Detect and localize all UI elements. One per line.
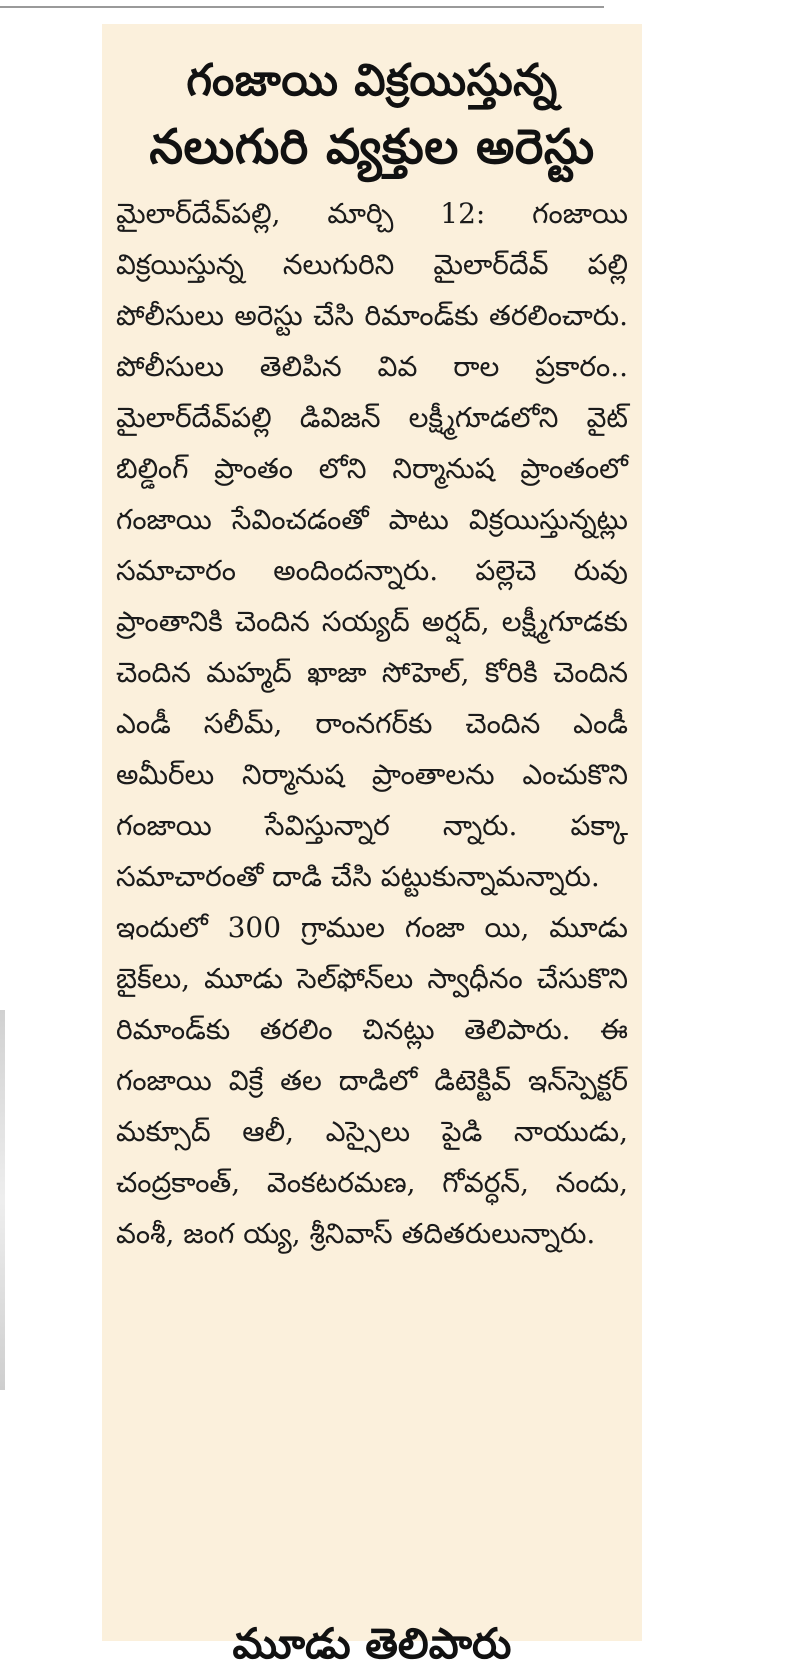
headline-line-2: నలుగురి వ్యక్తుల అరెస్టు: [149, 119, 595, 175]
article-paragraph-2: ఇందులో 300 గ్రాముల గంజా యి, మూడు బైక్‌లు, మూడు సెల్‌ఫోన్‌లు స్వాధీనం చేసుకొని రిమాండ్‌కు తరలిం చినట్లు తెలిపారు. ఈ గంజాయి విక్రే తల దాడిలో డిటెక్టివ్ ఇన్‌స్పెక్టర్ మక్సూద్ ఆలీ, ఎస్సైలు పైడి నాయుడు, చంద్రకాంత్, వెంకటరమణ, గోవర్ధన్, నందు, వంశీ, జంగ య్య, శ్రీనివాస్ తదితరులున్నారు.: [116, 911, 628, 1250]
article-headline: [116, 48, 628, 180]
next-article-headline-partial: మూడు తెలిపారు: [232, 1619, 512, 1668]
adjacent-column-fragment: [0, 1010, 5, 1390]
headline-line-1: గంజాయి విక్రయిస్తున్న: [186, 55, 558, 106]
news-article-clipping: [102, 24, 642, 1668]
top-divider-rule: [0, 0, 604, 8]
article-body: [116, 188, 628, 1259]
article-paragraph-1: మైలార్‌దేవ్‌పల్లి, మార్చి 12: గంజాయి విక్రయిస్తున్న నలుగురిని మైలార్‌దేవ్ పల్లి పోలీసులు అరెస్టు చేసి రిమాండ్‌కు తరలించారు. పోలీసులు తెలిపిన వివ రాల ప్రకారం.. మైలార్‌దేవ్‌పల్లి డివిజన్ లక్ష్మీగూడలోని వైట్ బిల్డింగ్ ప్రాంతం లోని నిర్మానుష ప్రాంతంలో గంజాయి సేవించడంతో పాటు విక్రయిస్తున్నట్లు సమాచారం అందిందన్నారు. పల్లెచె రువు ప్రాంతానికి చెందిన సయ్యద్ అర్షద్, లక్ష్మీగూడకు చెందిన మహ్మద్ ఖాజా సోహెల్, కోరికి చెందిన ఎండీ సలీమ్, రాంనగర్‌కు చెందిన ఎండీ అమీర్‌లు నిర్మానుష ప్రాంతాలను ఎంచుకొని గంజాయి సేవిస్తున్నార న్నారు. పక్కా సమాచారంతో దాడి చేసి పట్టుకున్నామన్నారు.: [116, 197, 628, 893]
